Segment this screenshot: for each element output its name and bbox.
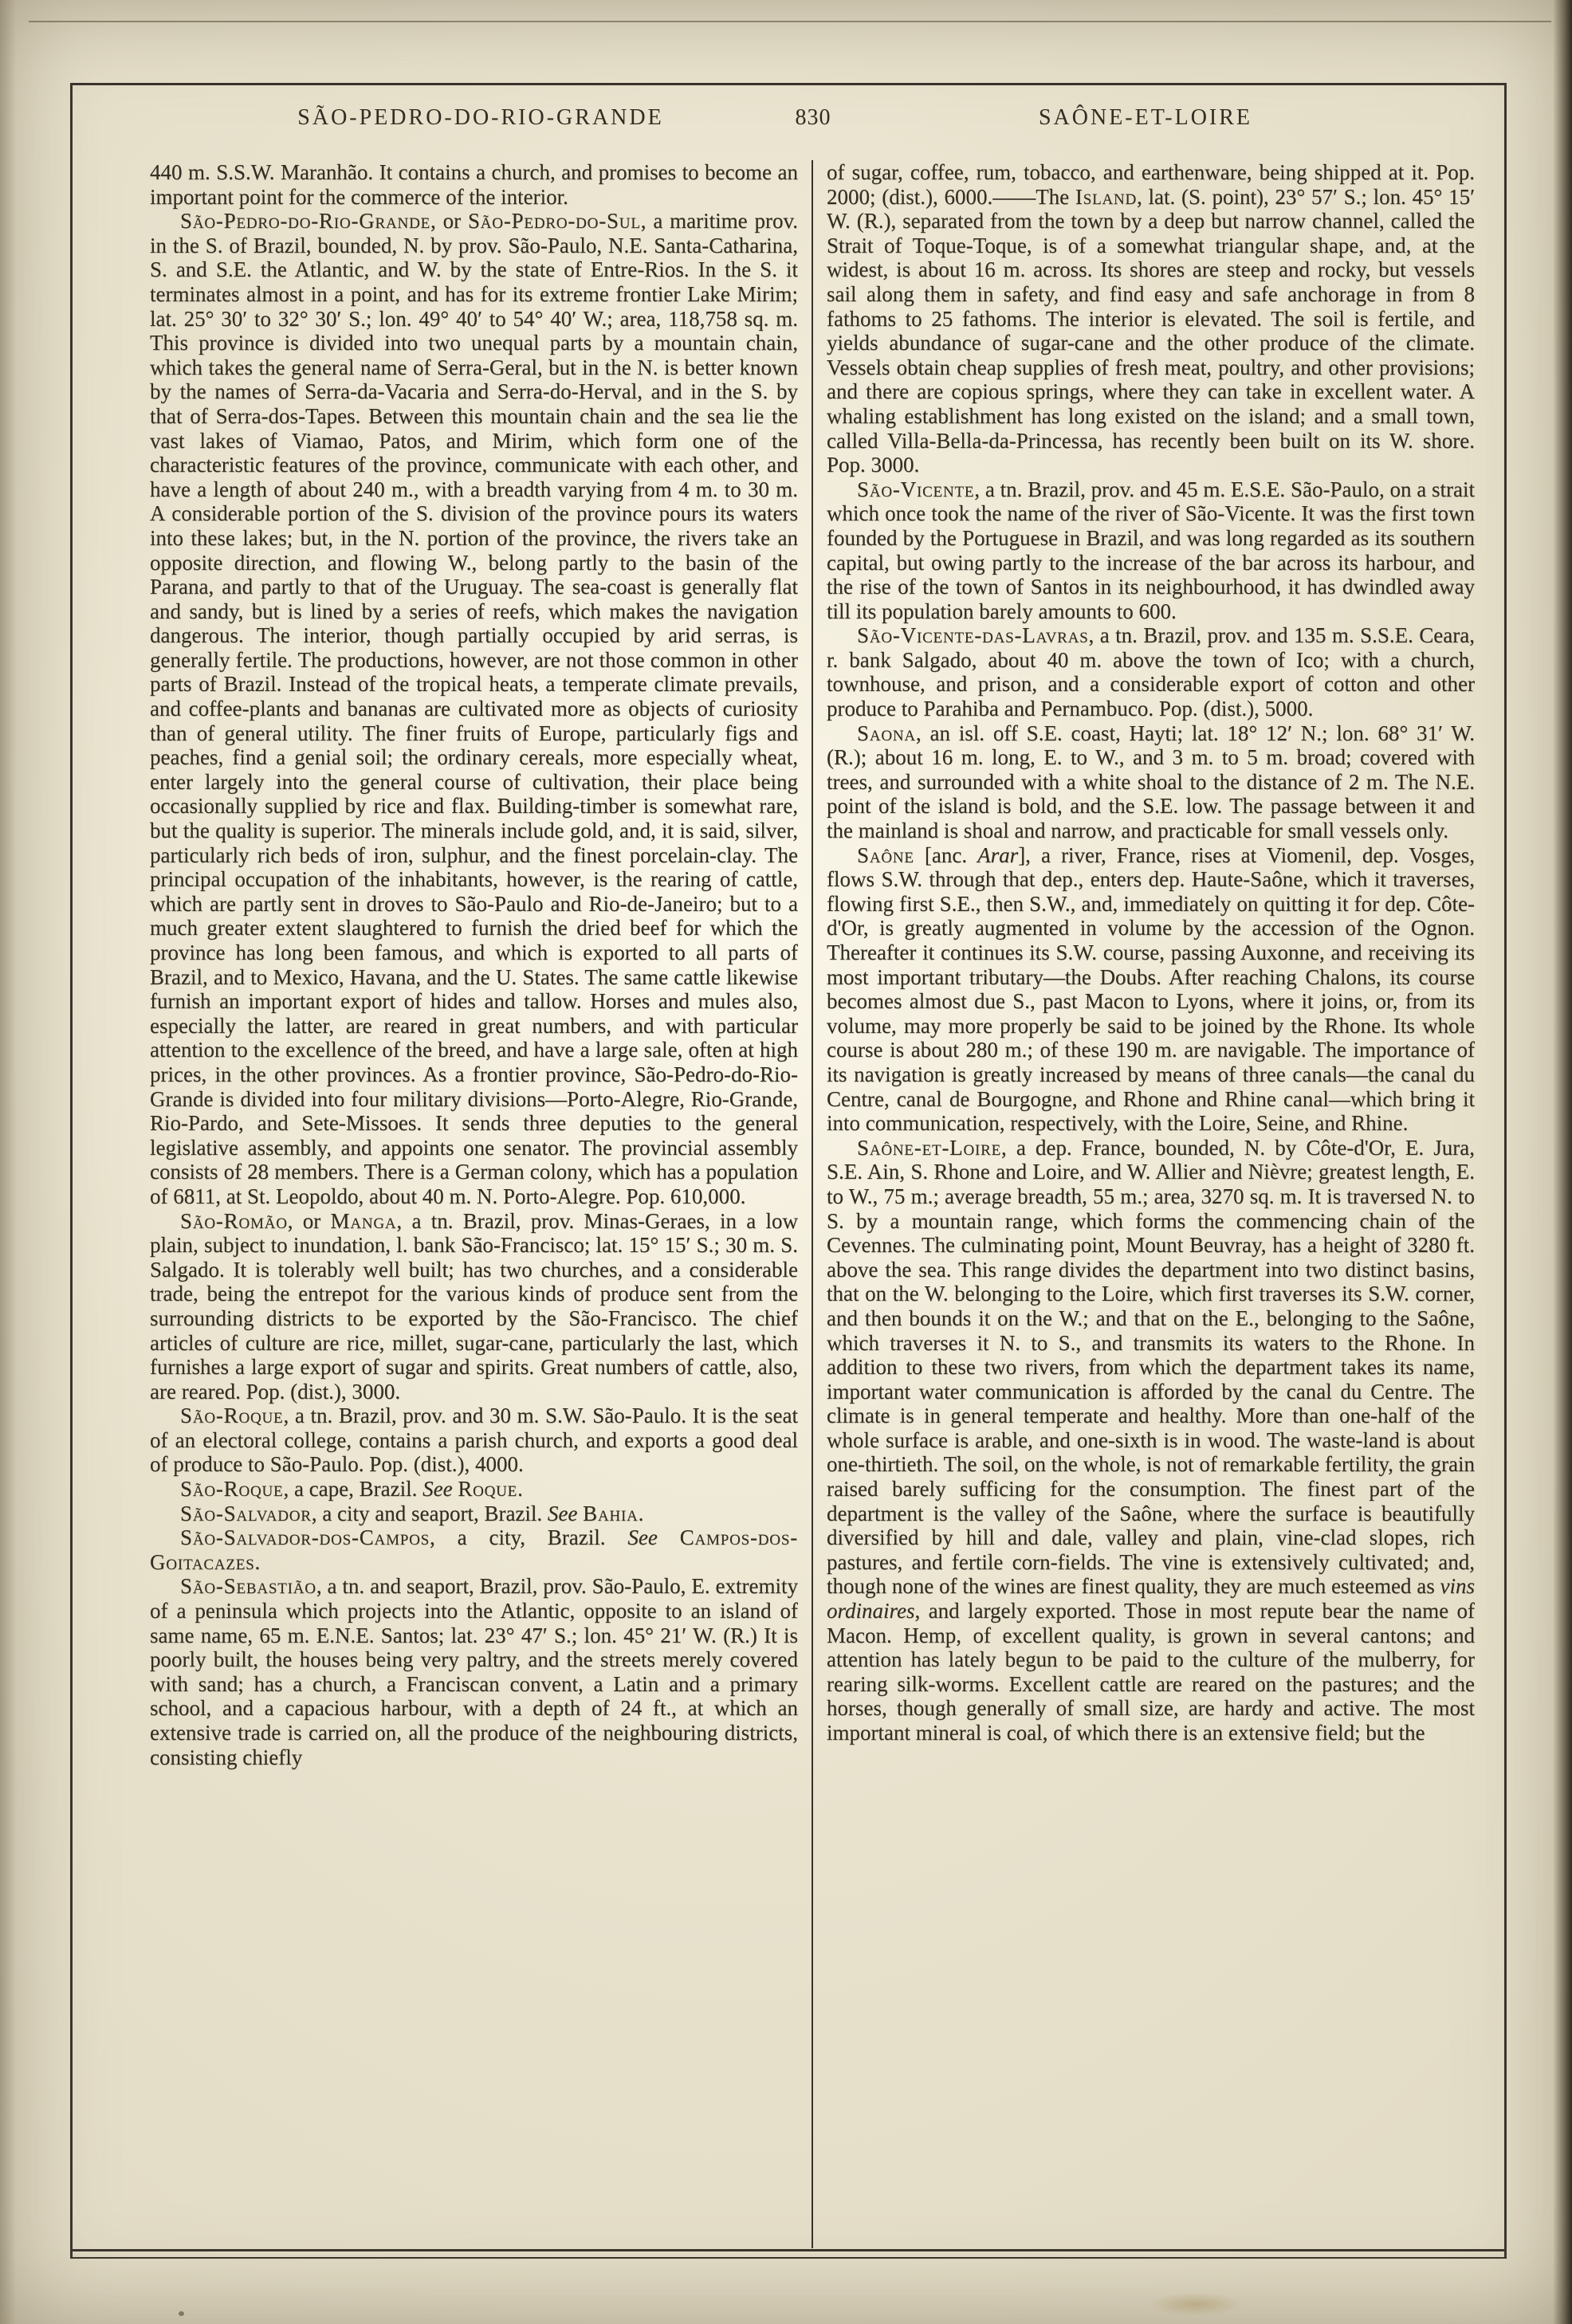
headword: São-Pedro-do-Sul bbox=[467, 209, 641, 234]
entry-paragraph: São-Sebastião, a tn. and seaport, Brazil, prov. São-Paulo, E. extremity of a peninsula which projects into the Atlantic, opposite to an island of same name, 65 m. E.N.E. Santos; lat. 23° 47′ S.; lon. 45° 21′ W. (R.) It is poorly built, the houses being very paltry, and the streets merely covered with sand; has a church, a Franciscan convent, a Latin and a primary school, and a capacious harbour, with a depth of 24 ft., at which an extensive trade is carried on, all the produce of the neighbouring districts, consisting chiefly bbox=[150, 1574, 798, 1769]
headword: Saône-et-Loire bbox=[857, 1135, 1001, 1160]
italic-text: vins ordinaires bbox=[827, 1574, 1475, 1623]
right-column bbox=[827, 160, 1475, 2248]
headword: São-Vicente-das-Lavras bbox=[857, 623, 1089, 648]
entry-paragraph: São-Salvador-dos-Campos, a city, Brazil. See Campos-dos-Goitacazes. bbox=[150, 1525, 798, 1574]
entry-paragraph: São-Vicente-das-Lavras, a tn. Brazil, prov. and 135 m. S.S.E. Ceara, r. bank Salgado, about 40 m. above the town of Ico; with a church, townhouse, and prison, and a considerable export of cotton and other produce to Parahiba and Pernambuco. Pop. (dist.), 5000. bbox=[827, 623, 1475, 721]
headword: São-Roque bbox=[180, 1403, 284, 1428]
entry-paragraph: Saône [anc. Arar], a river, France, rises at Viomenil, dep. Vosges, flows S.W. through that dep., enters dep. Haute-Saône, which it traverses, flowing first S.E., then S.W., and, immediately on quitting it for dep. Côte-d'Or, is greatly augmented in volume by the accession of the Ognon. Thereafter it continues its S.W. course, passing Auxonne, and receiving its most important tributary—the Doubs. After reaching Chalons, its course becomes almost due S., past Macon to Lyons, where it joins, or, from its volume, may more properly be said to be joined by the Rhone. Its whole course is about 280 m.; of these 190 m. are navigable. The importance of its navigation is greatly increased by means of three canals—the canal du Centre, canal de Bourgogne, and Rhone and Rhine canal—which bring it into communication, respectively, with the Loire, Seine, and Rhine. bbox=[827, 842, 1475, 1136]
italic-text: See bbox=[422, 1477, 458, 1502]
headword: Campos-dos-Goitacazes bbox=[150, 1525, 798, 1574]
headword: Bahia bbox=[583, 1501, 639, 1525]
headword: São-Vicente bbox=[857, 477, 975, 501]
scan-edge-top-line bbox=[29, 21, 1551, 22]
italic-text: Arar bbox=[977, 842, 1019, 867]
page-bottom-double-rule bbox=[70, 2249, 1507, 2259]
entry-paragraph: Saône-et-Loire, a dep. France, bounded, N. by Côte-d'Or, E. Jura, S.E. Ain, S. Rhone and Loire, and W. Allier and Nièvre; greatest length, E. to W., 75 m.; average breadth, 55 m.; area, 3270 sq. m. It is traversed N. to S. by a mountain range, which forms the commencing chain of the Cevennes. The culminating point, Mount Beuvray, has a height of 3280 ft. above the sea. This range divides the department into two distinct basins, that on the W. belonging to the Loire, which first traverses its S.W. corner, and then bounds it on the W.; and that on the E., belonging to the Saône, which traverses it N. to S., and transmits its waters to the Rhone. In addition to these two rivers, from which the department takes its name, important water communication is afforded by the canal du Centre. The climate is in general temperate and healthy. More than one-half of the whole surface is arable, and one-sixth is in wood. The waste-land is about one-thirtieth. The soil, on the whole, is not of remarkable fertility, the grain raised barely sufficing for the consumption. The finest part of the department is the valley of the Saône, where the surface is beautifully diversified by hill and dale, valley and plain, vine-clad slopes, rich pastures, and fertile corn-fields. The vine is extensively cultivated; and, though none of the wines are finest quality, they are much esteemed as vins ordinaires, and largely exported. Those in most repute bear the name of Macon. Hemp, of excellent quality, is grown in several cantons; and attention has lately begun to be paid to the culture of the mulberry, for rearing silk-worms. Excellent cattle are reared on the pastures; and the horses, though generally of small size, are hardy and active. The most important mineral is coal, of which there is an extensive field; but the bbox=[827, 1135, 1475, 1745]
entry-paragraph: São-Vicente, a tn. Brazil, prov. and 45 m. E.S.E. São-Paulo, on a strait which once took the name of the river of São-Vicente. It was the first town founded by the Portuguese in Brazil, and was long regarded as its southern capital, but owing partly to the increase of the bar across its harbour, and the rise of the town of Santos in its neighbourhood, it has dwindled away till its population barely amounts to 600. bbox=[827, 477, 1475, 623]
entry-paragraph: São-Pedro-do-Rio-Grande, or São-Pedro-do-Sul, a maritime prov. in the S. of Brazil, bounded, N. by prov. São-Paulo, N.E. Santa-Catharina, S. and S.E. the Atlantic, and W. by the state of Entre-Rios. In the S. it terminates almost in a point, and has for its extreme frontier Lake Mirim; lat. 25° 30′ to 32° 30′ S.; lon. 49° 40′ to 54° 40′ W.; area, 118,758 sq. m. This province is divided into two unequal parts by a mountain chain, which takes the general name of Serra-Geral, but in the N. is better known by the names of Serra-da-Vacaria and Serra-do-Herval, and in the S. by that of Serra-dos-Tapes. Between this mountain chain and the sea lie the vast lakes of Viamao, Patos, and Mirim, which form one of the characteristic features of the province, communicate with each other, and have a length of about 240 m., with a breadth varying from 4 m. to 30 m. A considerable portion of the S. division of the province pours its waters into these lakes; but, in the N. portion of the province, the rivers take an opposite direction, and flowing W., belong partly to the basin of the Parana, and partly to that of the Uruguay. The sea-coast is generally flat and sandy, but is lined by a series of reefs, which makes the navigation dangerous. The interior, though partially occupied by arid serras, is generally fertile. The productions, however, are not those common in other parts of Brazil. Instead of the tropical heats, a temperate climate prevails, and coffee-plants and bananas are cultivated more as objects of curiosity than of general utility. The finer fruits of Europe, particularly figs and peaches, find a genial soil; the ordinary cereals, more especially wheat, enter largely into the general course of cultivation, their place being occasionally supplied by rice and flax. Building-timber is somewhat rare, but the quality is superior. The minerals include gold, and, it is said, silver, particularly rich beds of iron, sulphur, and the finest porcelain-clay. The principal occupation of the inhabitants, however, is the rearing of cattle, which are partly sent in droves to São-Paulo and Rio-de-Janeiro; but to a much greater extent slaughtered to furnish the dried beef for which the province has long been famous, and which is exported to all parts of Brazil, and to Mexico, Havana, and the U. States. The same cattle likewise furnish an important export of hides and tallow. Horses and mules also, especially the latter, are reared in great numbers, and with particular attention to the excellence of the breed, and have a large sale, often at high prices, in the other provinces. As a frontier province, São-Pedro-do-Rio-Grande is divided into four military divisions—Porto-Alegre, Rio-Grande, Rio-Pardo, and Sete-Missoes. It sends three deputies to the general legislative assembly, and appoints one senator. The provincial assembly consists of 28 members. There is a German colony, which has a population of 6811, at St. Leopoldo, about 40 m. N. Porto-Alegre. Pop. 610,000. bbox=[150, 209, 798, 1208]
italic-text: See bbox=[627, 1525, 680, 1550]
headword: Roque bbox=[458, 1477, 518, 1502]
entry-paragraph: Saona, an isl. off S.E. coast, Hayti; lat. 18° 12′ N.; lon. 68° 31′ W. (R.); about 16 m. long, E. to W., and 3 m. to 5 m. broad; covered with trees, and surrounded with a white shoal to the distance of 2 m. The N.E. point of the island is bold, and the S.E. low. The passage between it and the mainland is shoal and narrow, and practicable for small vessels only. bbox=[827, 720, 1475, 843]
headword: Saona bbox=[857, 720, 916, 745]
italic-text: See bbox=[547, 1501, 584, 1525]
left-column bbox=[150, 160, 798, 2248]
entry-paragraph: São-Roque, a tn. Brazil, prov. and 30 m. S.W. São-Paulo. It is the seat of an electoral college, contains a parish church, and exports a good deal of produce to São-Paulo. Pop. (dist.), 4000. bbox=[150, 1403, 798, 1477]
text-columns bbox=[150, 160, 1476, 2248]
entry-paragraph: São-Salvador, a city and seaport, Brazil. See Bahia. bbox=[180, 1501, 644, 1525]
ink-speck bbox=[179, 2311, 184, 2316]
entry-paragraph: of sugar, coffee, rum, tobacco, and earthenware, being shipped at it. Pop. 2000; (dist.), 6000.——The Island, lat. (S. point), 23° 57′ S.; lon. 45° 15′ W. (R.), separated from the town by a deep but narrow channel, called the Strait of Toque-Toque, is of a somewhat triangular shape, and, at the widest, is about 16 m. across. Its shores are steep and rocky, but vessels sail along them in safety, and find easy and safe anchorage in from 8 fathoms to 25 fathoms. The interior is elevated. The soil is fertile, and yields abundance of sugar-cane and the other produce of the climate. Vessels obtain cheap supplies of fresh meat, poultry, and other provisions; and there are copious springs, where they can take in excellent water. A whaling establishment has long existed on the island; and a small town, called Villa-Bella-da-Princessa, has recently been built on its W. shore. Pop. 3000. bbox=[827, 160, 1475, 477]
entry-paragraph: São-Romão, or Manga, a tn. Brazil, prov. Minas-Geraes, in a low plain, subject to inundation, l. bank São-Francisco; lat. 15° 15′ S.; 30 m. S. Salgado. It is tolerably well built; has two churches, and a considerable trade, being the entrepot for the various kinds of produce sent from the surrounding districts to be exported by the São-Francisco. The chief articles of culture are rice, millet, sugar-cane, particularly the last, which furnishes a large export of sugar and spirits. Great numbers of cattle, also, are reared. Pop. (dist.), 3000. bbox=[150, 1208, 798, 1403]
running-header bbox=[150, 105, 1476, 147]
entry-paragraph: 440 m. S.S.W. Maranhão. It contains a church, and promises to become an important point for the commerce of the interior. bbox=[150, 160, 798, 209]
headword: São-Roque bbox=[180, 1477, 284, 1502]
column-divider-rule bbox=[812, 160, 813, 2248]
entry-paragraph: São-Roque, a cape, Brazil. See Roque. bbox=[180, 1477, 523, 1502]
scan-edge-right-shadow bbox=[1553, 0, 1572, 2324]
scan-edge-left bbox=[0, 0, 16, 2324]
headword: Manga bbox=[330, 1208, 397, 1233]
headword: São-Salvador bbox=[180, 1501, 312, 1525]
headword: São-Salvador-dos-Campos bbox=[180, 1525, 430, 1550]
headword: São-Romão bbox=[180, 1208, 288, 1233]
paper-smudge bbox=[1148, 2292, 1244, 2316]
page-number: 830 bbox=[795, 105, 831, 130]
headword: Island bbox=[1075, 184, 1138, 209]
running-head-left: SÃO-PEDRO-DO-RIO-GRANDE bbox=[297, 105, 664, 130]
headword: São-Sebastião bbox=[180, 1574, 316, 1599]
headword: Saône bbox=[857, 842, 914, 867]
headword: São-Pedro-do-Rio-Grande bbox=[180, 209, 431, 234]
running-head-right: SAÔNE-ET-LOIRE bbox=[1038, 105, 1253, 130]
